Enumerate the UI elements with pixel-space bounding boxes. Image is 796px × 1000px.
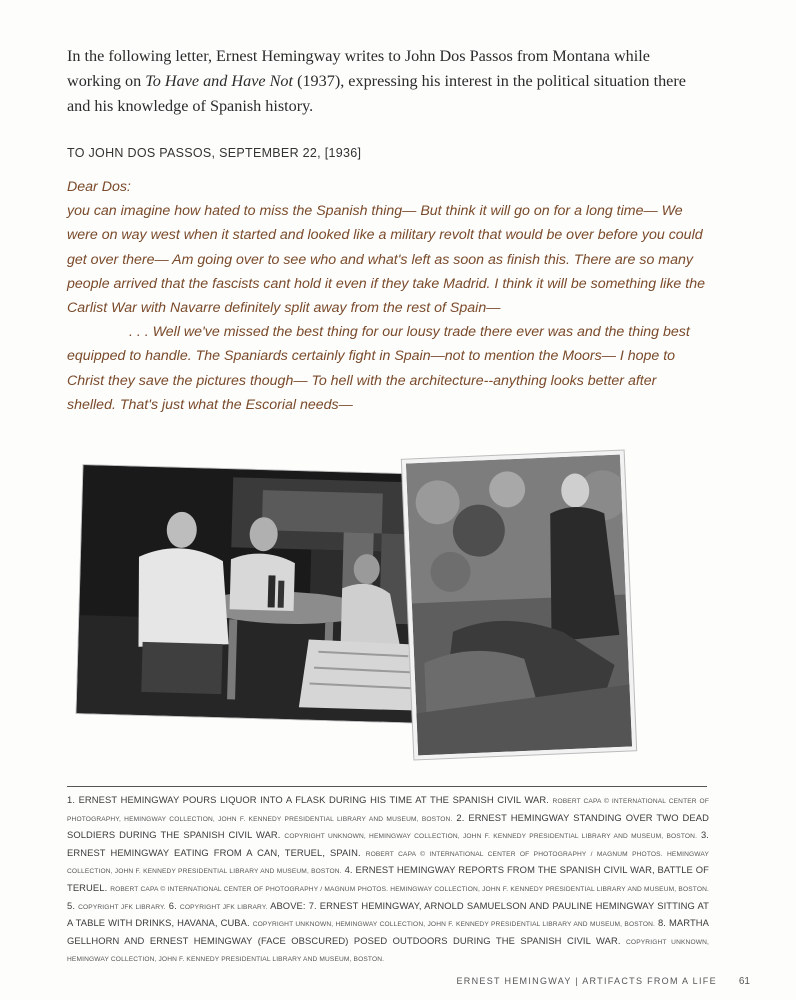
caption-3-credit: ROBERT CAPA © INTERNATIONAL CENTER OF PHOTOGRAPHY / MAGNUM PHOTOS. HEMINGWAY COLLECTION, JOHN F. KENNEDY PRESIDENTIAL LIBRARY AND MUSEUM, BOSTON.: [67, 850, 709, 876]
caption-6-text: 6.: [165, 899, 180, 911]
caption-5-text: 5.: [67, 899, 79, 911]
intro-paragraph: [67, 44, 707, 119]
intro-text-after: (1937), expressing his interest in the political situation there and his knowledge of Spanish history.: [67, 72, 686, 115]
letter-paragraph-2: . . . Well we've missed the best thing for our lousy trade there ever was and the thing best equipped to handle. The Spaniards certainly fight in Spain—not to mention the Moors— I hope to Christ they save the pictures though— To hell with the architecture--anything looks better after shelled. That's just what the Escorial needs—: [67, 324, 690, 413]
caption-divider: [67, 786, 707, 787]
page-number: 61: [738, 976, 750, 987]
caption-5-credit: COPYRIGHT JFK LIBRARY.: [78, 903, 166, 911]
caption-6-credit: COPYRIGHT JFK LIBRARY.: [179, 903, 268, 911]
caption-4-text: 4. ERNEST HEMINGWAY REPORTS FROM THE SPANISH CIVIL WAR, BATTLE OF TERUEL.: [67, 864, 709, 893]
caption-2-credit: COPYRIGHT UNKNOWN, HEMINGWAY COLLECTION, JOHN F. KENNEDY PRESIDENTIAL LIBRARY AND MUSEUM, BOSTON.: [284, 833, 698, 841]
caption-8-text: 8. MARTHA GELLHORN AND ERNEST HEMINGWAY (FACE OBSCURED) POSED OUTDOORS DURING THE SPANISH CIVIL WAR.: [67, 917, 709, 946]
photo-outdoors: [402, 450, 636, 759]
caption-3-text: 3. ERNEST HEMINGWAY EATING FROM A CAN, TERUEL, SPAIN.: [67, 829, 709, 858]
caption-8-credit: COPYRIGHT UNKNOWN, HEMINGWAY COLLECTION, JOHN F. KENNEDY PRESIDENTIAL LIBRARY AND MUSEUM, BOSTON.: [67, 938, 709, 964]
letter-body: [67, 175, 707, 417]
caption-1-text: 1. ERNEST HEMINGWAY POURS LIQUOR INTO A FLASK DURING HIS TIME AT THE SPANISH CIVIL WAR.: [67, 794, 553, 805]
photo-outdoors-image: [406, 455, 632, 756]
photo-captions: [67, 792, 709, 968]
page-footer: [457, 976, 751, 987]
caption-1-credit: ROBERT CAPA © INTERNATIONAL CENTER OF PHOTOGRAPHY, HEMINGWAY COLLECTION, JOHN F. KENNEDY PRESIDENTIAL LIBRARY AND MUSEUM, BOSTON.: [67, 798, 710, 823]
caption-7-credit: COPYRIGHT UNKNOWN, HEMINGWAY COLLECTION, JOHN F. KENNEDY PRESIDENTIAL LIBRARY AND MUSEUM, BOSTON.: [252, 921, 656, 929]
caption-7-text: ABOVE: 7. ERNEST HEMINGWAY, ARNOLD SAMUELSON AND PAULINE HEMINGWAY SITTING AT A TABLE WITH DRINKS, HAVANA, CUBA.: [67, 899, 709, 929]
photo-table-with-drinks: [77, 465, 436, 723]
caption-4-credit: ROBERT CAPA © INTERNATIONAL CENTER OF PHOTOGRAPHY / MAGNUM PHOTOS. HEMINGWAY COLLECTION, JOHN F. KENNEDY PRESIDENTIAL LIBRARY AND MUSEUM, BOSTON.: [110, 885, 710, 893]
running-title: ERNEST HEMINGWAY | ARTIFACTS FROM A LIFE: [456, 976, 717, 986]
intro-text-before: In the following letter, Ernest Hemingway writes to John Dos Passos from Montana while working on: [67, 47, 650, 90]
book-title: To Have and Have Not: [145, 72, 294, 90]
letter-salutation: Dear Dos:: [67, 179, 131, 195]
photo-table-image: [77, 465, 436, 723]
letter-paragraph-1: you can imagine how hated to miss the Spanish thing— But think it will go on for a long time— We were on way west when it started and looked like a military revolt that would be over before you could get over there— Am going over to see who and what's left as soon as finish this. There are so many people arrived that the fascists cant hold it even if they take Madrid. I think it will be something like the Carlist War with Navarre definitely split away from the rest of Spain—: [67, 203, 705, 317]
letter-heading: TO JOHN DOS PASSOS, SEPTEMBER 22, [1936]: [67, 146, 362, 160]
caption-2-text: 2. ERNEST HEMINGWAY STANDING OVER TWO DEAD SOLDIERS DURING THE SPANISH CIVIL WAR.: [67, 811, 709, 841]
